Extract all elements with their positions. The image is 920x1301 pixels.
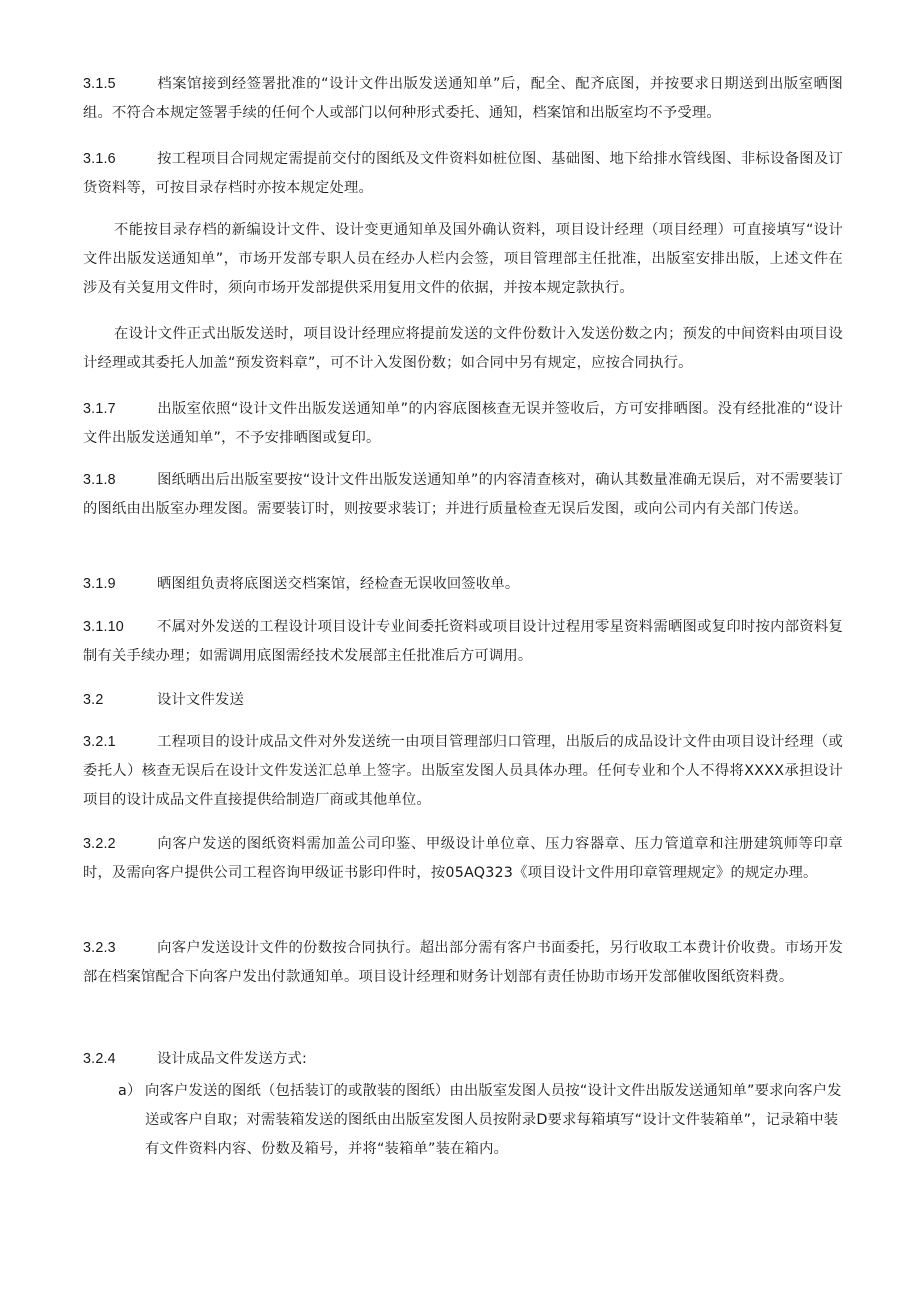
clause-3-1-8	[83, 466, 843, 524]
section-title: 设计文件发送	[157, 692, 244, 708]
clause-number: 3.2.3	[83, 940, 116, 956]
clause-text: 档案馆接到经签署批准的“设计文件出版发送通知单”后，配全、配齐底图，并按要求日期送到出版室晒图组。不符合本规定签署手续的任何个人或部门以何种形式委托、通知，档案馆和出版室均不予受理。	[83, 76, 843, 121]
clause-text: 工程项目的设计成品文件对外发送统一由项目管理部归口管理，出版后的成品设计文件由项目设计经理（或委托人）核查无误后在设计文件发送汇总单上签字。出版室发图人员具体办理。任何专业和个人不得将XXXX承担设计项目的设计成品文件直接提供给制造厂商或其他单位。	[83, 734, 843, 808]
clause-number: 3.1.9	[83, 576, 116, 592]
clause-3-1-6	[83, 145, 843, 203]
clause-text: 向客户发送的图纸资料需加盖公司印鉴、甲级设计单位章、压力容器章、压力管道章和注册建筑师等印章时，及需向客户提供公司工程咨询甲级证书影印件时，按05AQ323《项目设计文件用印章管理规定》的规定办理。	[83, 836, 843, 881]
clause-text: 图纸晒出后出版室要按“设计文件出版发送通知单”的内容清查核对，确认其数量准确无误后，对不需要装订的图纸由出版室办理发图。需要装订时，则按要求装订；并进行质量检查无误后发图，或向公司内有关部门传送。	[83, 472, 843, 517]
clause-number: 3.2.1	[83, 734, 116, 750]
clause-text: 按工程项目合同规定需提前交付的图纸及文件资料如桩位图、基础图、地下给排水管线图、非标设备图及订货资料等，可按目录存档时亦按本规定处理。	[83, 151, 843, 196]
clause-text: 出版室依照“设计文件出版发送通知单”的内容底图核查无误并签收后，方可安排晒图。没有经批准的“设计文件出版发送通知单”，不予安排晒图或复印。	[83, 401, 843, 446]
clause-number: 3.2.2	[83, 836, 116, 852]
clause-3-1-9	[83, 570, 843, 599]
clause-number: 3.1.7	[83, 401, 116, 417]
clause-3-2-4	[83, 1045, 843, 1074]
section-3-2-heading	[83, 686, 843, 715]
clause-number: 3.1.6	[83, 151, 116, 167]
section-number: 3.2	[83, 692, 104, 708]
list-item-text: 向客户发送的图纸（包括装订的或散装的图纸）由出版室发图人员按“设计文件出版发送通知单”要求向客户发送或客户自取；对需装箱发送的图纸由出版室发图人员按附录D要求每箱填写“设计文件装箱单”，记录箱中装有文件资料内容、份数及箱号，并将“装箱单”装在箱内。	[145, 1083, 842, 1157]
clause-text: 晒图组负责将底图送交档案馆，经检查无误收回签收单。	[157, 576, 520, 592]
clause-number: 3.2.4	[83, 1051, 116, 1067]
paragraph-new-design-files	[83, 216, 843, 303]
clause-3-2-2	[83, 830, 843, 888]
clause-3-2-3	[83, 934, 843, 992]
clause-number: 3.1.8	[83, 472, 116, 488]
clause-text: 不属对外发送的工程设计项目设计专业间委托资料或项目设计过程用零星资料需晒图或复印时按内部资料复制有关手续办理；如需调用底图需经技术发展部主任批准后方可调用。	[83, 619, 843, 664]
list-item-label: a）	[118, 1083, 142, 1099]
clause-3-2-1	[83, 728, 843, 815]
clause-3-1-5	[83, 70, 843, 128]
clause-text: 设计成品文件发送方式:	[157, 1051, 307, 1067]
paragraph-text: 不能按目录存档的新编设计文件、设计变更通知单及国外确认资料，项目设计经理（项目经理）可直接填写“设计文件出版发送通知单”，市场开发部专职人员在经办人栏内会签，项目管理部主任批准，出版室安排出版，上述文件在涉及有关复用文件时，须向市场开发部提供采用复用文件的依据，并按本规定款执行。	[83, 222, 843, 296]
paragraph-formal-release	[83, 320, 843, 378]
clause-3-1-7	[83, 395, 843, 453]
list-item-a	[118, 1077, 843, 1164]
clause-3-1-10	[83, 613, 843, 671]
clause-text: 向客户发送设计文件的份数按合同执行。超出部分需有客户书面委托，另行收取工本费计价收费。市场开发部在档案馆配合下向客户发出付款通知单。项目设计经理和财务计划部有责任协助市场开发部催收图纸资料费。	[83, 940, 843, 985]
clause-number: 3.1.5	[83, 76, 116, 92]
clause-number: 3.1.10	[83, 619, 124, 635]
paragraph-text: 在设计文件正式出版发送时，项目设计经理应将提前发送的文件份数计入发送份数之内；预发的中间资料由项目设计经理或其委托人加盖“预发资料章”，可不计入发图份数；如合同中另有规定，应按合同执行。	[83, 326, 843, 371]
